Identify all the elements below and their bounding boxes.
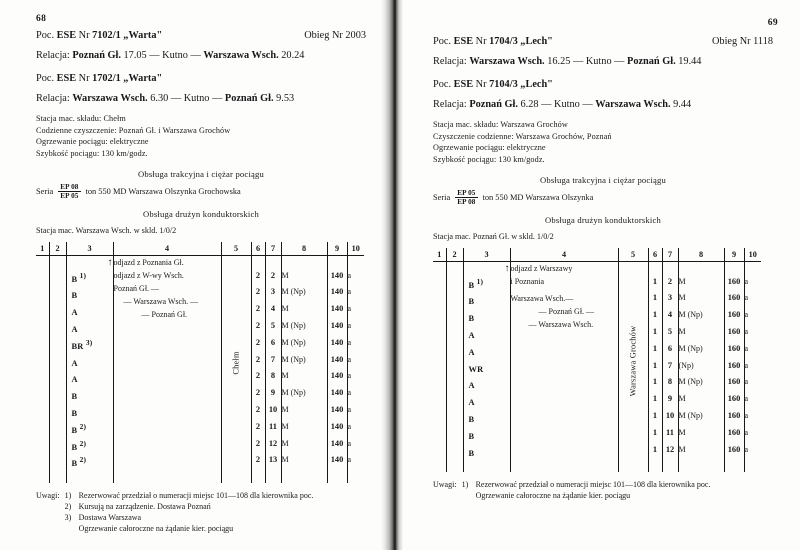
code-cell: a — [347, 354, 352, 364]
relation-from-right-2: Poznań Gł. — [469, 99, 518, 110]
station-column-left — [221, 255, 251, 470]
position-cell: 6 — [662, 342, 678, 359]
code-cell: a — [347, 421, 352, 431]
station-column-right — [618, 261, 648, 459]
speed-cell: 160 — [724, 342, 744, 359]
relation-to-time-left-1: 20.24 — [281, 50, 305, 61]
brake-cell: M (Np) — [678, 342, 724, 359]
col-header-1: 1 — [433, 248, 446, 262]
conductor-heading-right: Obsługa drużyn konduktorskich — [544, 214, 662, 225]
col-header-9: 9 — [724, 248, 744, 262]
table-tail-row — [433, 459, 761, 472]
relation-via-left-2: Kutno — [183, 93, 210, 104]
class-cell: 1 — [648, 342, 662, 359]
position-cell: 11 — [662, 426, 678, 443]
route-line: odjazd z Poznania Gł. — [113, 257, 184, 267]
relation-label-right-2: Relacja: — [433, 99, 467, 110]
folio-number-left: 68 — [36, 14, 47, 24]
col-header-1: 1 — [36, 242, 49, 256]
brake-cell: M (Np) — [281, 319, 327, 336]
traction-heading-right: Obsługa trakcyjna i ciężar pociągu — [539, 174, 667, 185]
meta-line: Czyszczenie codzienne: Warszawa Grochów, Poznań — [433, 131, 612, 141]
service-code-right-2: ESE — [453, 79, 474, 90]
train-number-right-2: 7104/3 — [489, 79, 518, 90]
brake-cell: M (Np) — [281, 386, 327, 403]
speed-cell: 140 — [327, 369, 347, 386]
position-cell: 6 — [265, 336, 281, 353]
car-type-cell: B — [66, 403, 113, 420]
traction-heading-left: Obsługa trakcyjna i ciężar pociągu — [137, 168, 265, 179]
relation-to-right-1: Poznań Gł. — [627, 56, 676, 67]
seria-row-right — [433, 189, 773, 206]
class-cell: 1 — [648, 308, 662, 325]
page-right — [403, 0, 800, 550]
car-type-cell: WR — [463, 359, 510, 376]
speed-cell: 160 — [724, 308, 744, 325]
meta-line: Ogrzewanie pociągu: elektryczne — [36, 137, 149, 147]
train-name-right-1: „Lech" — [520, 36, 553, 47]
col-header-8: 8 — [281, 242, 327, 256]
class-cell: 1 — [648, 443, 662, 460]
speed-cell: 140 — [327, 353, 347, 370]
relation-label-left-2: Relacja: — [36, 93, 70, 104]
position-cell: 9 — [662, 392, 678, 409]
brake-cell: M — [281, 437, 327, 454]
service-code-left-1: ESE — [56, 30, 77, 41]
position-cell: 13 — [265, 453, 281, 470]
class-cell: 2 — [251, 453, 265, 470]
relation-via-right-1: Kutno — [585, 56, 612, 67]
brake-cell: M (Np) — [281, 285, 327, 302]
col-header-5: 5 — [221, 242, 251, 256]
code-cell: a — [744, 394, 749, 404]
car-type-cell: A — [463, 375, 510, 392]
relation-from-left-2: Warszawa Wsch. — [72, 93, 148, 104]
relation-label-right-1: Relacja: — [433, 56, 467, 67]
car-type-cell: A — [463, 325, 510, 342]
car-type-cell: A — [66, 302, 113, 319]
route-line: — Warszawa Wsch. — [528, 319, 594, 329]
brake-cell: M (Np) — [678, 409, 724, 426]
brake-cell: M — [281, 269, 327, 286]
position-cell: 3 — [265, 285, 281, 302]
nr-label-left-2: Nr — [78, 73, 90, 84]
speed-cell: 140 — [327, 269, 347, 286]
seria-label-left: Seria — [36, 186, 54, 196]
direction-arrow-icon: ↑ — [66, 255, 113, 269]
col-header-6: 6 — [251, 242, 265, 256]
metadata-block-left — [36, 113, 366, 160]
meta-line: Codzienne czyszczenie: Poznań Gł. i Warszawa Grochów — [36, 125, 231, 135]
col-header-4: 4 — [510, 248, 618, 262]
route-line: — Poznań Gł. — [141, 309, 188, 319]
relation-to-time-right-2: 9.44 — [673, 99, 692, 110]
code-cell: a — [347, 287, 352, 297]
speed-cell: 140 — [327, 420, 347, 437]
car-type-cell: B — [463, 426, 510, 443]
car-type-cell: A — [66, 369, 113, 386]
footnote-item: 1) Rezerwować przedział o numeracji miejsc 101—108 dla kierownika poc. — [64, 491, 314, 501]
brake-cell: M — [281, 302, 327, 319]
car-type-cell: B — [463, 308, 510, 325]
car-type-cell: B — [463, 291, 510, 308]
position-cell: 7 — [265, 353, 281, 370]
speed-cell: 160 — [724, 291, 744, 308]
class-cell: 1 — [648, 392, 662, 409]
col-header-6: 6 — [648, 248, 662, 262]
class-cell: 2 — [251, 386, 265, 403]
class-cell: 1 — [648, 359, 662, 376]
col-header-4: 4 — [113, 242, 221, 256]
table-header-row — [433, 248, 761, 262]
brake-cell: M — [678, 392, 724, 409]
relation-to-left-2: Poznań Gł. — [224, 93, 274, 104]
seria-row-left — [36, 183, 366, 200]
train-number-right-1: 1704/3 — [489, 36, 518, 47]
code-cell: a — [347, 321, 352, 331]
train-name-right-2: „Lech" — [520, 79, 553, 90]
class-cell: 2 — [251, 269, 265, 286]
car-type-cell: A — [463, 392, 510, 409]
class-cell: 1 — [648, 291, 662, 308]
footnote-item: 2) Kursują na zarządzenie. Dostawa Poznań — [64, 502, 211, 512]
brake-cell: M — [281, 420, 327, 437]
code-cell: a — [347, 438, 352, 448]
brake-cell: M (Np) — [281, 353, 327, 370]
position-cell: 12 — [265, 437, 281, 454]
footnotes-left — [36, 491, 366, 534]
table-header-row — [36, 242, 364, 256]
train-heading-1-right — [433, 36, 773, 47]
position-cell: 5 — [662, 325, 678, 342]
position-cell: 4 — [265, 302, 281, 319]
conductor-heading-left: Obsługa drużyn konduktorskich — [142, 208, 260, 219]
train-name-left-2: „Warta" — [123, 73, 163, 84]
relation-label-left-1: Relacja: — [36, 50, 70, 61]
obieg-right: Obieg Nr 1118 — [711, 36, 773, 47]
code-cell: a — [744, 411, 749, 421]
code-cell: a — [347, 455, 352, 465]
brake-cell: M (Np) — [678, 308, 724, 325]
brake-cell: M (Np) — [281, 336, 327, 353]
seria-rest-right: ton 550 MD Warszawa Olszynka — [482, 192, 594, 202]
col-header-9: 9 — [327, 242, 347, 256]
table-row-arrow — [433, 261, 761, 275]
nr-label-right-2: Nr — [475, 79, 487, 90]
route-line: odjazd z W-wy Wsch. — [113, 270, 184, 280]
brake-cell: M — [678, 291, 724, 308]
class-cell: 1 — [648, 426, 662, 443]
route-line: Warszawa Wsch.— — [510, 293, 574, 303]
speed-cell: 140 — [327, 437, 347, 454]
class-cell: 1 — [648, 409, 662, 426]
car-type-cell: BR $^{3)}$ — [66, 336, 113, 353]
class-cell: 1 — [648, 275, 662, 292]
poc-prefix-left-2: Poc. — [36, 73, 55, 84]
relation-to-left-1: Warszawa Wsch. — [203, 50, 279, 61]
col-header-10: 10 — [744, 248, 761, 262]
speed-cell: 160 — [724, 409, 744, 426]
relation-from-left-1: Poznań Gł. — [72, 50, 121, 61]
class-cell: 2 — [251, 353, 265, 370]
code-cell: a — [347, 371, 352, 381]
relation-via-left-1: Kutno — [162, 50, 188, 61]
brake-cell: M — [678, 275, 724, 292]
code-cell: a — [744, 293, 749, 303]
class-cell: 2 — [251, 420, 265, 437]
seria-label-right: Seria — [433, 192, 451, 202]
class-cell: 2 — [251, 336, 265, 353]
poc-prefix-right-2: Poc. — [433, 79, 452, 90]
code-cell: a — [347, 337, 352, 347]
footnotes-label-right: Uwagi: — [433, 480, 457, 490]
table-row-arrow — [36, 255, 364, 269]
meta-line: Szybkość pociągu: 130 km/godz. — [433, 154, 545, 164]
metadata-block-right — [433, 119, 773, 166]
locomotive-series-fraction-left — [58, 183, 80, 200]
relation-via-right-2: Kutno — [554, 99, 580, 110]
speed-cell: 160 — [724, 275, 744, 292]
series-denominator-right: EP 08 — [457, 197, 476, 206]
brake-cell: M — [678, 426, 724, 443]
col-header-10: 10 — [347, 242, 364, 256]
code-cell: a — [744, 444, 749, 454]
nr-label-left-1: Nr — [78, 30, 90, 41]
train-number-left-2: 1702/1 — [92, 73, 121, 84]
conductor-station-left: Stacja mac. Warszawa Wsch. w skld. 1/0/2 — [36, 225, 177, 235]
col-header-7: 7 — [265, 242, 281, 256]
relation-from-time-right-2: 6.28 — [520, 99, 539, 110]
position-cell: 3 — [662, 291, 678, 308]
speed-cell: 140 — [327, 285, 347, 302]
table-tail-row — [36, 470, 364, 483]
train-heading-2-right — [433, 79, 773, 90]
relation-from-time-left-1: 17.05 — [123, 50, 147, 61]
car-type-cell: B $^{2)}$ — [66, 420, 113, 437]
route-line: Poznań Gł. — — [113, 283, 160, 293]
meta-line: Stacja mac. składu: Warszawa Grochów — [433, 120, 568, 129]
page-left — [0, 0, 383, 550]
col-header-3: 3 — [66, 242, 113, 256]
nr-label-right-1: Nr — [475, 36, 487, 47]
car-type-cell: A — [463, 342, 510, 359]
relation-2-right: Relacja: Poznań Gł. 6.28 — Kutno — Warszawa Wsch. 9.44 — [433, 99, 692, 110]
speed-cell: 140 — [327, 319, 347, 336]
brake-cell: M — [281, 403, 327, 420]
position-cell: 9 — [265, 386, 281, 403]
relation-1-left: Relacja: Poznań Gł. 17.05 — Kutno — Warszawa Wsch. 20.24 — [36, 50, 305, 61]
car-type-cell: B $^{1)}$ — [66, 269, 113, 286]
position-cell: 8 — [662, 375, 678, 392]
position-cell: 2 — [662, 275, 678, 292]
car-type-cell: A — [66, 319, 113, 336]
relation-from-time-left-2: 6.30 — [150, 93, 169, 104]
route-line: odjazd z Warszawy — [510, 263, 573, 273]
code-cell: a — [347, 388, 352, 398]
col-header-2: 2 — [49, 242, 66, 256]
position-cell: 10 — [662, 409, 678, 426]
car-type-cell: A — [66, 353, 113, 370]
position-cell: 10 — [265, 403, 281, 420]
class-cell: 1 — [648, 325, 662, 342]
code-cell: a — [744, 343, 749, 353]
brake-cell: M — [678, 443, 724, 460]
col-header-7: 7 — [662, 248, 678, 262]
relation-2-left: Relacja: Warszawa Wsch. 6.30 — Kutno — Poznań Gł. 9.53 — [36, 93, 295, 104]
col-header-2: 2 — [446, 248, 463, 262]
car-type-cell: B — [66, 386, 113, 403]
speed-cell: 160 — [724, 325, 744, 342]
speed-cell: 160 — [724, 443, 744, 460]
position-cell: 11 — [265, 420, 281, 437]
class-cell: 1 — [648, 375, 662, 392]
relation-to-right-2: Warszawa Wsch. — [595, 99, 671, 110]
brake-cell: (Np) — [678, 359, 724, 376]
brake-cell: M — [678, 325, 724, 342]
col-header-8: 8 — [678, 248, 724, 262]
train-heading-2-left — [36, 73, 366, 84]
code-cell: a — [347, 405, 352, 415]
folio-number-right: 69 — [767, 18, 778, 28]
footnotes-label-left: Uwagi: — [36, 491, 60, 501]
route-description-right — [510, 261, 618, 459]
train-name-left-1: „Warta" — [123, 30, 163, 41]
footnote-item: 1) Rezerwować przedział o numeracji miejsc 101—108 dla kierownika poc. — [461, 480, 711, 490]
speed-cell: 140 — [327, 336, 347, 353]
obieg-left: Obieg Nr 2003 — [304, 30, 366, 41]
car-type-cell: B $^{1)}$ — [463, 275, 510, 292]
service-code-right-1: ESE — [453, 36, 474, 47]
footnote-trailing: Ogrzewanie całoroczne na żądanie kier. pociągu — [475, 491, 631, 501]
footnote-item: 3) Dostawa Warszawa — [64, 512, 142, 522]
train-number-left-1: 7102/1 — [92, 30, 121, 41]
station-name-vertical: Warszawa Grochów — [628, 325, 638, 396]
brake-cell: M (Np) — [678, 375, 724, 392]
brake-cell: M — [281, 453, 327, 470]
poc-prefix-left-1: Poc. — [36, 30, 55, 41]
direction-arrow-icon: ↑ — [463, 261, 510, 275]
position-cell: 7 — [662, 359, 678, 376]
class-cell: 2 — [251, 369, 265, 386]
position-cell: 5 — [265, 319, 281, 336]
relation-from-time-right-1: 16.25 — [547, 56, 571, 67]
series-numerator-left: EP 08 — [60, 182, 79, 191]
service-code-left-2: ESE — [56, 73, 77, 84]
col-header-3: 3 — [463, 248, 510, 262]
poc-prefix-right-1: Poc. — [433, 36, 452, 47]
code-cell: a — [347, 270, 352, 280]
position-cell: 12 — [662, 443, 678, 460]
route-description-left — [113, 255, 221, 470]
footnotes-right — [433, 480, 773, 502]
route-line: — Warszawa Wsch. — — [123, 296, 199, 306]
code-cell: a — [347, 304, 352, 314]
station-name-vertical: Chełm — [231, 351, 241, 375]
series-denominator-left: EP 05 — [60, 191, 79, 200]
code-cell: a — [744, 310, 749, 320]
train-heading-1-left — [36, 30, 366, 41]
brake-cell: M — [281, 369, 327, 386]
series-numerator-right: EP 05 — [457, 188, 476, 197]
footnote-trailing: Ogrzewanie całoroczne na żądanie kier. pociągu — [78, 523, 234, 533]
speed-cell: 140 — [327, 403, 347, 420]
speed-cell: 140 — [327, 302, 347, 319]
code-cell: a — [744, 327, 749, 337]
meta-line: Szybkość pociągu: 130 km/godz. — [36, 148, 148, 158]
car-type-cell: B $^{2)}$ — [66, 437, 113, 454]
speed-cell: 140 — [327, 386, 347, 403]
car-type-cell: B — [463, 409, 510, 426]
speed-cell: 160 — [724, 359, 744, 376]
consist-table-right — [433, 248, 761, 473]
code-cell: a — [744, 360, 749, 370]
code-cell: a — [744, 377, 749, 387]
car-type-cell: B — [66, 285, 113, 302]
relation-to-time-right-1: 19.44 — [678, 56, 702, 67]
class-cell: 2 — [251, 437, 265, 454]
meta-line: Stacja mac. składu: Chełm — [36, 114, 126, 123]
conductor-station-right: Stacja mac. Poznań Gł. w skld. 1/0/2 — [433, 231, 554, 241]
locomotive-series-fraction-right — [455, 189, 477, 206]
relation-from-right-1: Warszawa Wsch. — [469, 56, 545, 67]
relation-1-right: Relacja: Warszawa Wsch. 16.25 — Kutno — Poznań Gł. 19.44 — [433, 56, 702, 67]
col-header-5: 5 — [618, 248, 648, 262]
speed-cell: 140 — [327, 453, 347, 470]
code-cell: a — [744, 276, 749, 286]
book-gutter-shadow — [381, 0, 403, 550]
seria-rest-left: ton 550 MD Warszawa Olszynka Grochowska — [85, 186, 241, 196]
position-cell: 4 — [662, 308, 678, 325]
class-cell: 2 — [251, 403, 265, 420]
car-type-cell: B — [463, 443, 510, 460]
consist-table-left — [36, 242, 364, 484]
relation-to-time-left-2: 9.53 — [276, 93, 295, 104]
class-cell: 2 — [251, 302, 265, 319]
position-cell: 8 — [265, 369, 281, 386]
car-type-cell: B $^{2)}$ — [66, 453, 113, 470]
meta-line: Ogrzewanie pociągu: elektryczne — [433, 143, 546, 153]
code-cell: a — [744, 427, 749, 437]
route-line: — Poznań Gł. — — [538, 306, 595, 316]
position-cell: 2 — [265, 269, 281, 286]
route-line: i Poznania — [510, 276, 545, 286]
class-cell: 2 — [251, 285, 265, 302]
speed-cell: 160 — [724, 392, 744, 409]
class-cell: 2 — [251, 319, 265, 336]
speed-cell: 160 — [724, 426, 744, 443]
speed-cell: 160 — [724, 375, 744, 392]
